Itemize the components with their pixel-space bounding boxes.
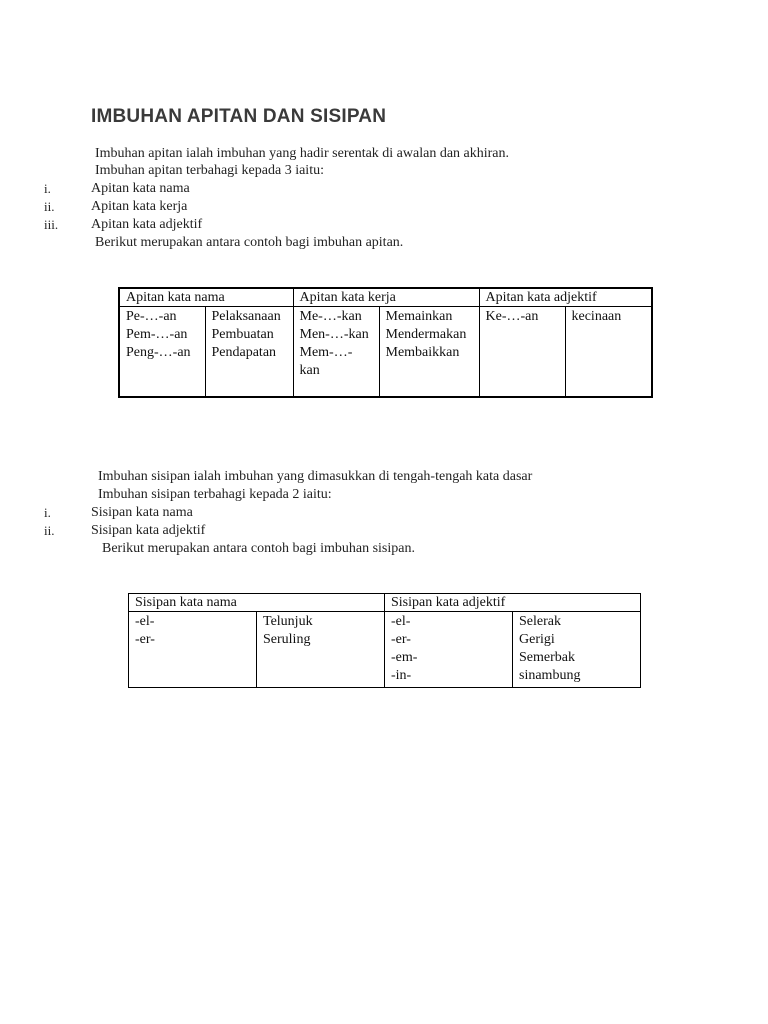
table-cell-text: Gerigi: [519, 632, 555, 647]
table-cell-text: Membaikkan: [385, 345, 460, 360]
table-cell-text: Me-…-kan: [299, 309, 362, 324]
table-cell-text: Ke-…-an: [485, 309, 539, 324]
table-cell-text: Pem-…-an: [126, 327, 188, 342]
apitan-list-item-1: Apitan kata nama: [91, 181, 190, 196]
page-title: IMBUHAN APITAN DAN SISIPAN: [91, 106, 387, 127]
sisipan-list-num-2: ii.: [44, 523, 55, 538]
table-cell-text: Selerak: [519, 614, 561, 629]
sisipan-list-item-2: Sisipan kata adjektif: [91, 523, 206, 538]
sisipan-list-num-1: i.: [44, 505, 51, 520]
apitan-table: [118, 287, 653, 398]
apitan-nama-affix-cell: [119, 307, 205, 397]
apitan-list-item-2: Apitan kata kerja: [91, 199, 188, 214]
sisipan-table-header-row: [129, 594, 641, 612]
apitan-list-num-3: iii.: [44, 217, 59, 232]
apitan-adjektif-words-cell: [565, 307, 652, 397]
table-cell-text: Memainkan: [385, 309, 453, 324]
table-cell-text: Pelaksanaan: [211, 309, 281, 324]
apitan-kerja-affix-cell: [293, 307, 379, 397]
apitan-outro: Berikut merupakan antara contoh bagi imbuhan apitan.: [95, 235, 404, 250]
apitan-header-nama: Apitan kata nama: [119, 288, 293, 307]
table-cell-text: Pembuatan: [211, 327, 274, 342]
table-cell-text: Men-…-kan: [299, 327, 369, 342]
table-cell-text: Mem-…-kan: [299, 345, 353, 378]
table-cell-text: -em-: [391, 650, 418, 665]
apitan-table-header-row: [119, 288, 652, 307]
apitan-intro-2: Imbuhan apitan terbahagi kepada 3 iaitu:: [95, 163, 324, 178]
sisipan-intro-1: Imbuhan sisipan ialah imbuhan yang dimasukkan di tengah-tengah kata dasar: [98, 469, 533, 484]
sisipan-nama-words-cell: [257, 612, 385, 688]
table-cell-text: Semerbak: [519, 650, 575, 665]
apitan-header-adjektif: Apitan kata adjektif: [479, 288, 652, 307]
table-cell-text: Peng-…-an: [126, 345, 191, 360]
table-cell-text: -el-: [391, 614, 411, 629]
sisipan-nama-affix-cell: [129, 612, 257, 688]
table-cell-text: Pe-…-an: [126, 309, 177, 324]
sisipan-table: [128, 593, 641, 688]
apitan-list-item-3: Apitan kata adjektif: [91, 217, 203, 232]
table-cell-text: -er-: [135, 632, 155, 647]
table-cell-text: -er-: [391, 632, 411, 647]
apitan-adjektif-affix-cell: [479, 307, 565, 397]
sisipan-header-nama: Sisipan kata nama: [129, 594, 385, 612]
sisipan-adjektif-affix-cell: [385, 612, 513, 688]
apitan-intro-1: Imbuhan apitan ialah imbuhan yang hadir serentak di awalan dan akhiran.: [95, 146, 510, 161]
sisipan-intro-2: Imbuhan sisipan terbahagi kepada 2 iaitu:: [98, 487, 332, 502]
apitan-list-num-2: ii.: [44, 199, 55, 214]
table-cell-text: Pendapatan: [211, 345, 277, 360]
apitan-header-kerja: Apitan kata kerja: [293, 288, 479, 307]
table-cell-text: -in-: [391, 668, 412, 683]
sisipan-adjektif-words-cell: [513, 612, 641, 688]
apitan-kerja-words-cell: [379, 307, 479, 397]
sisipan-list-item-1: Sisipan kata nama: [91, 505, 193, 520]
table-cell-text: kecinaan: [571, 309, 622, 324]
sisipan-outro: Berikut merupakan antara contoh bagi imbuhan sisipan.: [102, 541, 415, 556]
apitan-nama-words-cell: [205, 307, 293, 397]
table-cell-text: Telunjuk: [263, 614, 313, 629]
table-cell-text: Seruling: [263, 632, 311, 647]
sisipan-header-adjektif: Sisipan kata adjektif: [385, 594, 641, 612]
sisipan-table-body-row: [129, 612, 641, 688]
apitan-list-num-1: i.: [44, 181, 51, 196]
table-cell-text: Mendermakan: [385, 327, 467, 342]
apitan-table-body-row: [119, 307, 652, 397]
table-cell-text: sinambung: [519, 668, 581, 683]
table-cell-text: -el-: [135, 614, 155, 629]
